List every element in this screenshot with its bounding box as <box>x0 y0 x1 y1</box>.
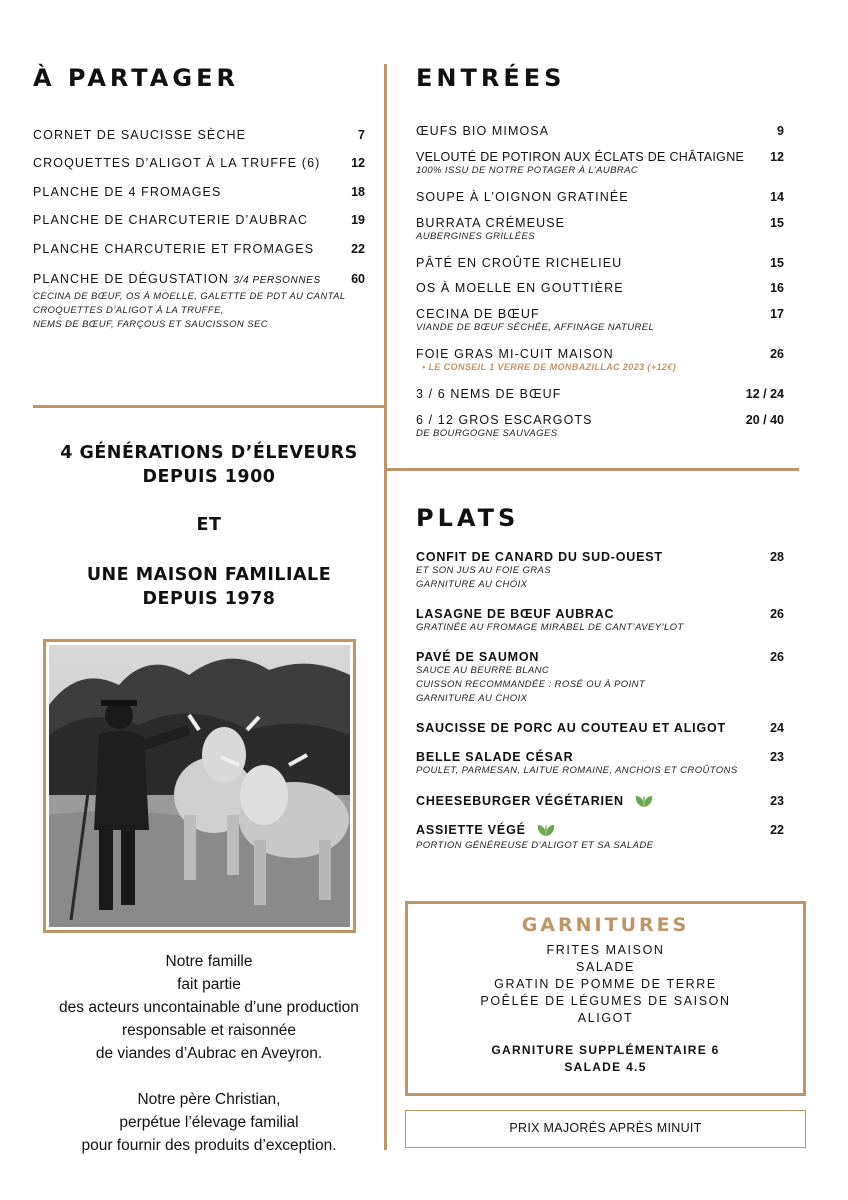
item-desc: AUBERGINES GRILLÉES <box>416 231 535 242</box>
story-line: Notre famille <box>165 953 253 970</box>
family-story <box>33 950 385 1157</box>
menu-item <box>416 413 784 441</box>
item-name: FOIE GRAS MI-CUIT MAISON <box>416 347 614 361</box>
item-desc: DE BOURGOGNE SAUVAGES <box>416 428 558 439</box>
entrees-title: ENTRÉES <box>416 64 566 92</box>
left-divider <box>33 405 385 408</box>
story-line: de viandes d’Aubrac en Aveyron. <box>95 1045 323 1062</box>
item-price: 26 <box>770 347 784 361</box>
menu-item <box>416 550 784 592</box>
menu-item <box>416 650 784 706</box>
item-price: 26 <box>770 607 784 621</box>
item-price: 12 / 24 <box>745 387 784 401</box>
garniture-item: SALADE <box>576 960 635 974</box>
family-photo <box>49 645 350 927</box>
item-name: CROQUETTES D’ALIGOT À LA TRUFFE (6) <box>33 156 321 170</box>
item-name: ŒUFS BIO MIMOSA <box>416 124 550 138</box>
item-price: 22 <box>351 242 365 256</box>
menu-item <box>33 270 365 332</box>
item-name: PLANCHE DE DÉGUSTATION <box>33 272 229 286</box>
farmer-with-cows-photo <box>49 645 350 927</box>
menu-item <box>416 216 784 244</box>
item-name: 6 / 12 GROS ESCARGOTS <box>416 413 593 427</box>
leaf-icon <box>536 823 556 837</box>
garniture-item: GRATIN DE POMME DE TERRE <box>494 977 717 991</box>
item-price: 24 <box>770 721 784 735</box>
menu-item <box>33 156 365 170</box>
item-name: VELOUTÉ DE POTIRON AUX ÉCLATS DE CHÂTAIGNE <box>416 150 745 164</box>
item-desc: GARNITURE AU CHOIX <box>416 579 528 590</box>
salad-extra: SALADE 4.5 <box>564 1060 647 1074</box>
heritage-line: DEPUIS 1978 <box>142 589 276 609</box>
menu-item <box>33 242 365 256</box>
menu-item <box>416 190 784 204</box>
family-photo-frame <box>43 639 356 933</box>
item-desc: ET SON JUS AU FOIE GRAS <box>416 565 552 576</box>
item-name: PLANCHE DE CHARCUTERIE D’AUBRAC <box>33 213 309 227</box>
item-price: 17 <box>770 307 784 321</box>
item-price: 15 <box>770 256 784 270</box>
menu-item <box>33 185 365 199</box>
item-name: CHEESEBURGER VÉGÉTARIEN <box>416 794 624 808</box>
heritage-line: 4 GÉNÉRATIONS D’ÉLEVEURS <box>60 443 358 463</box>
item-price: 15 <box>770 216 784 230</box>
garniture-item: ALIGOT <box>577 1011 634 1025</box>
menu-item <box>416 721 784 735</box>
menu-item <box>416 750 784 778</box>
item-desc: PORTION GÉNÉREUSE D’ALIGOT ET SA SALADE <box>416 840 654 851</box>
story-line: des acteurs uncontainable d’une production <box>59 999 359 1016</box>
plats-title: PLATS <box>416 504 520 532</box>
garnitures-title: GARNITURES <box>521 914 690 936</box>
heritage-block <box>33 441 385 611</box>
item-price: 23 <box>770 794 784 808</box>
menu-item <box>33 128 365 142</box>
right-divider <box>387 468 799 471</box>
item-price: 14 <box>770 190 784 204</box>
item-price: 20 / 40 <box>745 413 784 427</box>
story-line: pour fournir des produits d’exception. <box>81 1137 337 1154</box>
garniture-extra: GARNITURE SUPPLÉMENTAIRE 6 <box>491 1043 720 1057</box>
item-name: PÂTÉ EN CROÛTE RICHELIEU <box>416 256 623 270</box>
item-price: 16 <box>770 281 784 295</box>
item-qualifier: 3/4 PERSONNES <box>233 275 321 286</box>
item-desc: GARNITURE AU CHOIX <box>416 693 528 704</box>
item-price: 23 <box>770 750 784 764</box>
price-notice: PRIX MAJORÉS APRÈS MINUIT <box>405 1110 806 1148</box>
item-name: SOUPE À L’OIGNON GRATINÉE <box>416 190 629 204</box>
item-name: 3 / 6 NEMS DE BŒUF <box>416 387 562 401</box>
story-line: fait partie <box>177 976 241 993</box>
item-name: BELLE SALADE CÉSAR <box>416 750 574 764</box>
item-price: 9 <box>777 124 784 138</box>
item-name: PAVÉ DE SAUMON <box>416 650 540 664</box>
partager-title: À PARTAGER <box>33 64 239 92</box>
menu-item <box>416 347 784 372</box>
item-name: PLANCHE DE 4 FROMAGES <box>33 185 222 199</box>
item-price: 19 <box>351 213 365 227</box>
item-desc: NEMS DE BŒUF, FARÇOUS ET SAUCISSON SEC <box>33 319 268 330</box>
item-desc: SAUCE AU BEURRE BLANC <box>416 665 550 676</box>
item-name: SAUCISSE DE PORC AU COUTEAU ET ALIGOT <box>416 721 726 735</box>
item-desc: CUISSON RECOMMANDÉE : ROSÉ OU À POINT <box>416 679 646 690</box>
item-desc: CECINA DE BŒUF, OS À MOELLE, GALETTE DE PDT AU CANTAL <box>33 291 346 302</box>
garnitures-list <box>408 942 803 1027</box>
leaf-icon <box>634 794 654 808</box>
item-price: 12 <box>351 156 365 170</box>
item-name: ASSIETTE VÉGÉ <box>416 823 526 837</box>
wine-pairing-note: • LE CONSEIL 1 VERRE DE MONBAZILLAC 2023 (+12€) <box>422 362 677 372</box>
item-name: CORNET DE SAUCISSE SÈCHE <box>33 128 247 142</box>
item-price: 26 <box>770 650 784 664</box>
menu-item <box>416 821 784 853</box>
menu-item <box>416 150 784 178</box>
item-price: 22 <box>770 823 784 837</box>
garnitures-box <box>405 901 806 1096</box>
item-desc: CROQUETTES D’ALIGOT À LA TRUFFE, <box>33 305 224 316</box>
story-line: responsable et raisonnée <box>121 1022 297 1039</box>
item-price: 7 <box>358 128 365 142</box>
item-desc: 100% ISSU DE NOTRE POTAGER À L’AUBRAC <box>416 165 639 176</box>
item-name: OS À MOELLE EN GOUTTIÈRE <box>416 281 624 295</box>
garnitures-extras <box>408 1042 803 1076</box>
item-name: LASAGNE DE BŒUF AUBRAC <box>416 607 615 621</box>
menu-item <box>416 792 784 810</box>
item-price: 28 <box>770 550 784 564</box>
item-name: PLANCHE CHARCUTERIE ET FROMAGES <box>33 242 315 256</box>
menu-item <box>33 213 365 227</box>
item-name: CECINA DE BŒUF <box>416 307 540 321</box>
menu-item <box>416 607 784 635</box>
item-name: BURRATA CRÉMEUSE <box>416 216 566 230</box>
story-line: perpétue l’élevage familial <box>119 1114 299 1131</box>
item-name: CONFIT DE CANARD DU SUD-OUEST <box>416 550 663 564</box>
heritage-line: UNE MAISON FAMILIALE <box>86 565 332 585</box>
menu-item <box>416 281 784 295</box>
menu-item <box>416 307 784 335</box>
heritage-and: ET <box>196 515 222 535</box>
garniture-item: POÊLÉE DE LÉGUMES DE SAISON <box>480 994 731 1008</box>
item-desc: VIANDE DE BŒUF SÉCHÉE, AFFINAGE NATUREL <box>416 322 655 333</box>
garniture-item: FRITES MAISON <box>546 943 665 957</box>
item-desc: POULET, PARMESAN, LAITUE ROMAINE, ANCHOIS ET CROÛTONS <box>416 765 738 776</box>
item-price: 60 <box>351 272 365 286</box>
heritage-line: DEPUIS 1900 <box>142 467 276 487</box>
menu-item <box>416 124 784 138</box>
menu-item <box>416 387 784 401</box>
menu-item <box>416 256 784 270</box>
item-price: 18 <box>351 185 365 199</box>
story-line: Notre père Christian, <box>137 1091 281 1108</box>
item-desc: GRATINÉE AU FROMAGE MIRABEL DE CANT’AVEY’LOT <box>416 622 684 633</box>
item-price: 12 <box>770 150 784 164</box>
